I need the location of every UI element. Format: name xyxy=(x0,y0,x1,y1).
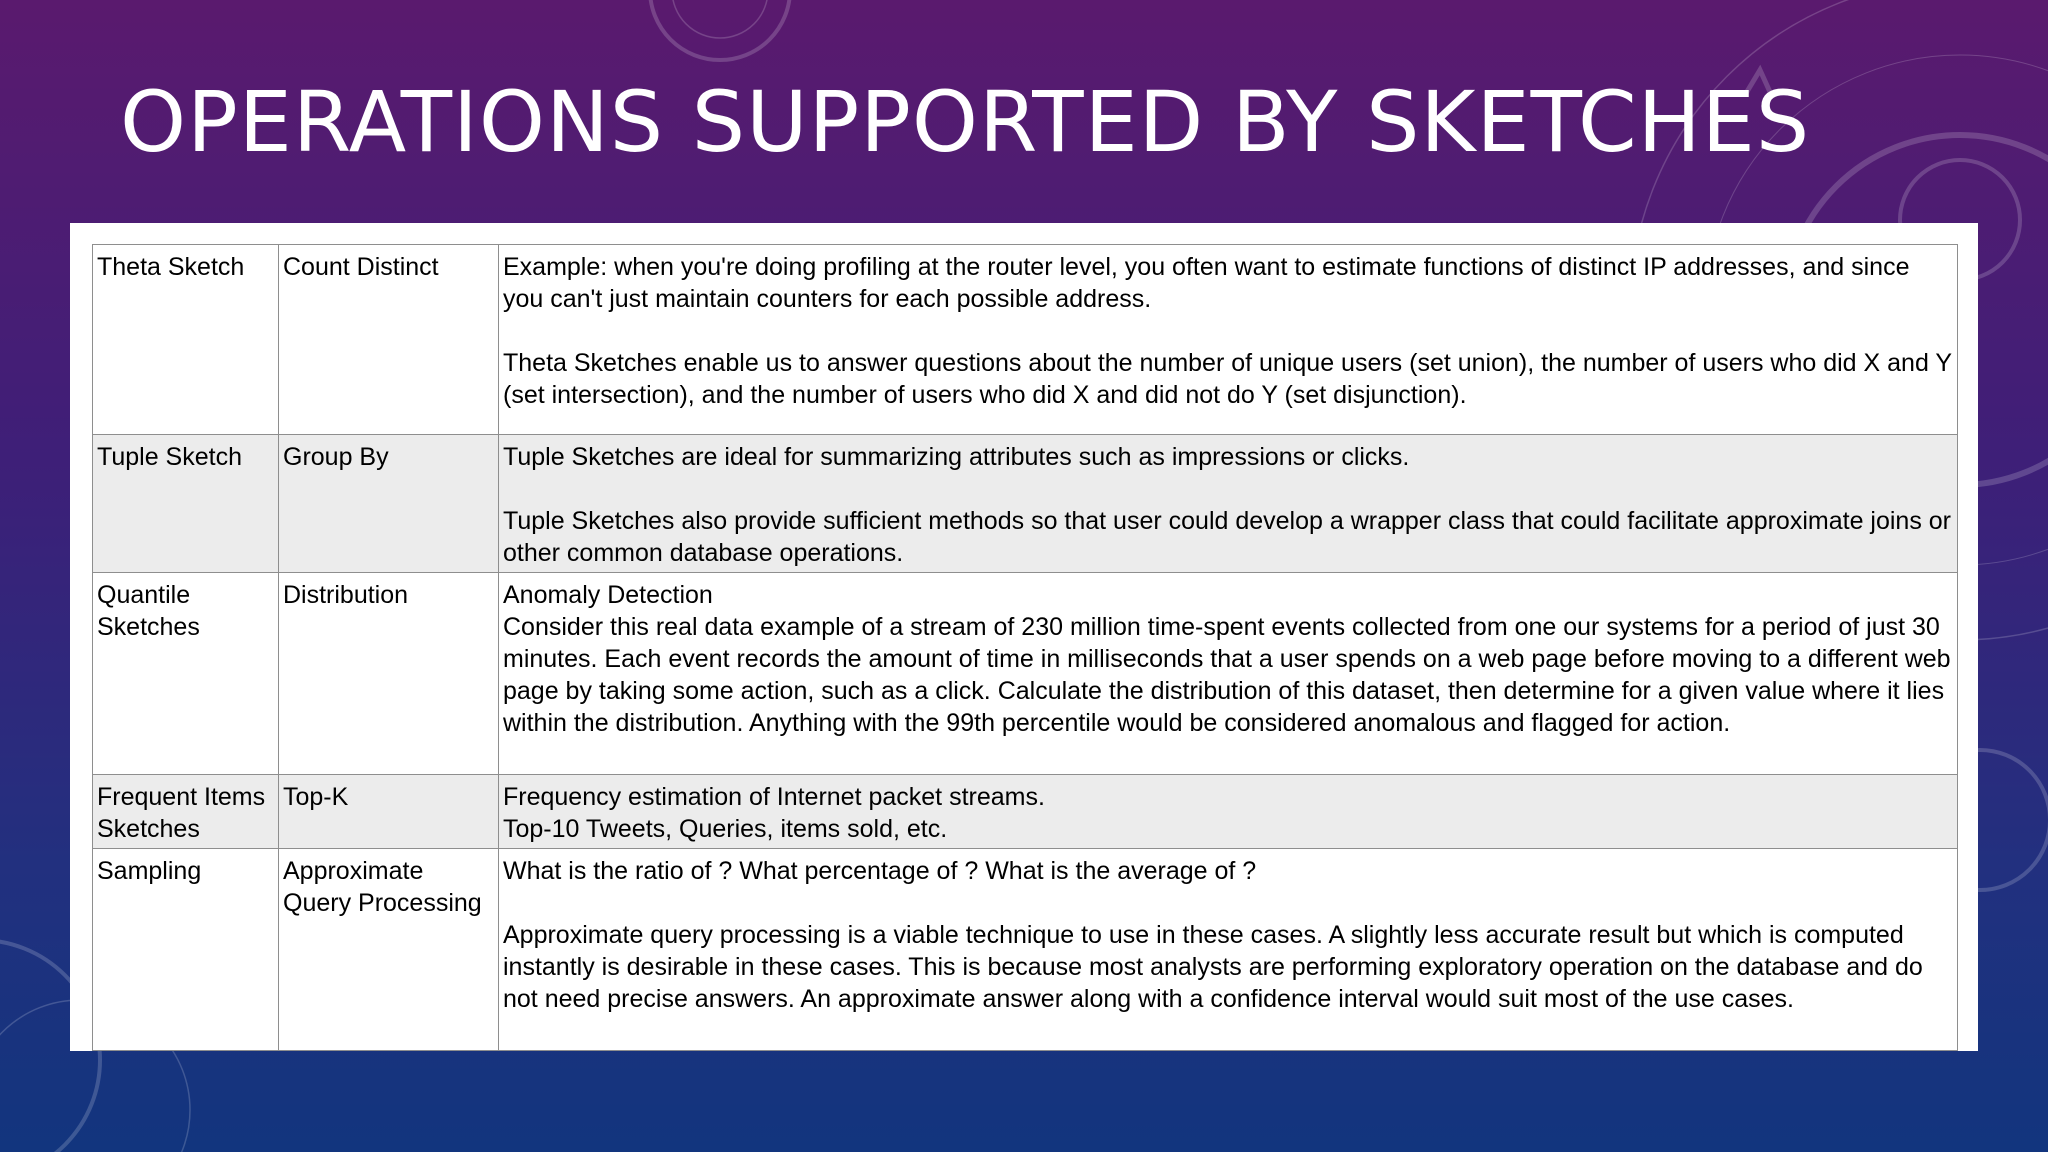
operation-cell: Count Distinct xyxy=(279,245,499,435)
description-paragraph: Example: when you're doing profiling at the router level, you often want to estimate functions of distinct IP addresses, and since you can't just maintain counters for each possible address. xyxy=(503,253,1910,313)
description-paragraph: Tuple Sketches also provide sufficient methods so that user could develop a wrapper class that could facilitate approximate joins or other common database operations. xyxy=(503,507,1952,567)
description-paragraph: Approximate query processing is a viable technique to use in these cases. A slightly less accurate result but which is computed instantly is desirable in these cases. This is because most analysts are performing exploratory operation on the database and do not need precise answers. An approximate answer along with a confidence interval would suit most of the use cases. xyxy=(503,921,1923,1013)
description-paragraph: Theta Sketches enable us to answer questions about the number of unique users (set union), the number of users who did X and Y (set intersection), and the number of users who did X and did not do Y (set disjunction). xyxy=(503,349,1952,409)
operation-cell: Approximate Query Processing xyxy=(279,849,499,1051)
description-cell xyxy=(499,849,1958,1051)
description-cell xyxy=(499,435,1958,573)
description-cell xyxy=(499,573,1958,775)
table-row xyxy=(93,245,1958,435)
description-cell xyxy=(499,775,1958,849)
table-panel xyxy=(70,223,1978,1051)
table-row xyxy=(93,435,1958,573)
table-row xyxy=(93,775,1958,849)
sketch-name-cell: Sampling xyxy=(93,849,279,1051)
description-paragraph: Tuple Sketches are ideal for summarizing attributes such as impressions or clicks. xyxy=(503,443,1410,471)
table-row xyxy=(93,573,1958,775)
description-cell xyxy=(499,245,1958,435)
operation-cell: Distribution xyxy=(279,573,499,775)
sketch-operations-table xyxy=(92,244,1958,1051)
description-paragraph: Frequency estimation of Internet packet streams. xyxy=(503,783,1045,811)
description-paragraph: Consider this real data example of a stream of 230 million time-spent events collected from one our systems for a period of just 30 minutes. Each event records the amount of time in milliseconds that a user spends on a web page before moving to a different web page by taking some action, such as a click. Calculate the distribution of this dataset, then determine for a given value where it lies within the distribution. Anything with the 99th percentile would be considered anomalous and flagged for action. xyxy=(503,613,1951,737)
slide-title: OPERATIONS SUPPORTED BY SKETCHES xyxy=(120,73,1811,171)
sketch-name-cell: Quantile Sketches xyxy=(93,573,279,775)
operation-cell: Group By xyxy=(279,435,499,573)
sketch-name-cell: Tuple Sketch xyxy=(93,435,279,573)
sketch-name-cell: Theta Sketch xyxy=(93,245,279,435)
table-row xyxy=(93,849,1958,1051)
description-paragraph: What is the ratio of ? What percentage of ? What is the average of ? xyxy=(503,857,1257,885)
description-paragraph: Top-10 Tweets, Queries, items sold, etc. xyxy=(503,815,948,843)
description-heading: Anomaly Detection xyxy=(503,581,713,609)
operation-cell: Top-K xyxy=(279,775,499,849)
sketch-name-cell: Frequent Items Sketches xyxy=(93,775,279,849)
